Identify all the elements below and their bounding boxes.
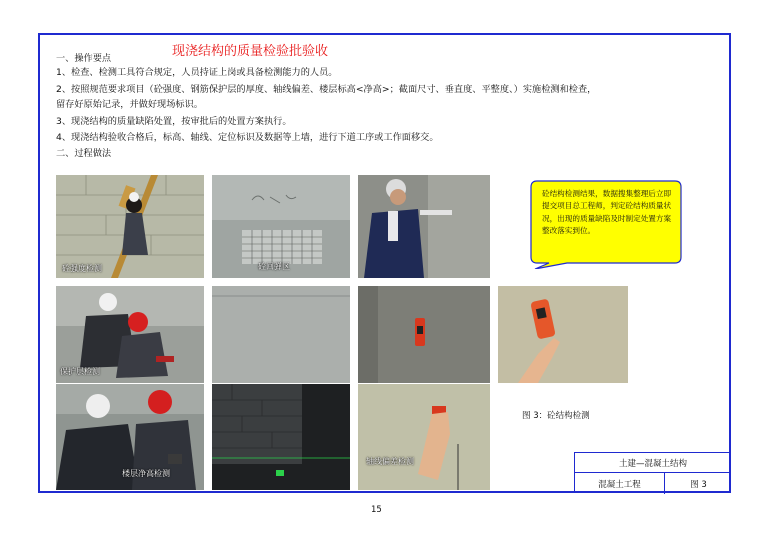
figure-caption: 图 3：砼结构检测 <box>522 411 590 421</box>
section-heading-operations: 一、操作要点 <box>56 53 112 64</box>
photo-concrete-surface <box>212 286 350 383</box>
section-heading-process: 二、过程做法 <box>56 148 112 159</box>
photo-concrete-strength-test <box>56 175 204 278</box>
photo-detector-in-hand <box>498 286 628 383</box>
photo-dark-room-laser <box>212 384 350 490</box>
text-line-4: 4、现浇结构验收合格后，标高、轴线、定位标识及数据等上墙，进行下道工序或工作面移交。 <box>56 132 439 143</box>
title-block-category: 土建—混凝土结构 <box>575 453 731 473</box>
caption-concrete-strength: 砼强度检测 <box>62 264 102 273</box>
caption-axis-deviation: 轴线偏差检测 <box>366 457 414 466</box>
photo-axis-deviation-test <box>358 384 490 490</box>
title-block <box>574 452 731 493</box>
text-line-1: 1、检查、检测工具符合规定，人员持证上岗或具备检测能力的人员。 <box>56 67 338 78</box>
title-block-figure: 图 3 <box>690 479 707 490</box>
caption-floor-clear-height: 楼层净高检测 <box>122 469 170 478</box>
photo-cover-thickness-test <box>56 286 204 383</box>
callout-bubble <box>527 177 683 269</box>
text-line-2: 2、按照规范要求项目（砼强度、钢筋保护层的厚度、轴线偏差、楼层标高<净高>；截面尺寸、垂直度、平整度、）实施检测和检查， <box>56 84 597 95</box>
page-title: 现浇结构的质量检验批验收 <box>172 44 329 59</box>
page-number: 15 <box>371 505 382 515</box>
caption-rebound-area: 砼回弹区 <box>258 262 290 271</box>
photo-floor-clear-height-test <box>56 384 204 490</box>
photo-inspector-wall <box>358 175 490 278</box>
photo-rebound-area <box>212 175 350 278</box>
caption-cover-thickness: 保护层检测 <box>60 367 100 376</box>
text-line-2-cont: 留存好原始记录，并做好现场标识。 <box>56 99 203 110</box>
photo-detector-on-wall <box>358 286 490 383</box>
callout-text: 砼结构检测结果，数据搜集整理后立即提交项目总工程师，判定砼结构质量状况，出现的质量缺陷及时制定处置方案整改落实到位。 <box>542 189 672 236</box>
title-block-section: 混凝土工程 <box>575 473 665 494</box>
text-line-3: 3、现浇结构的质量缺陷处置，按审批后的处置方案执行。 <box>56 116 292 127</box>
